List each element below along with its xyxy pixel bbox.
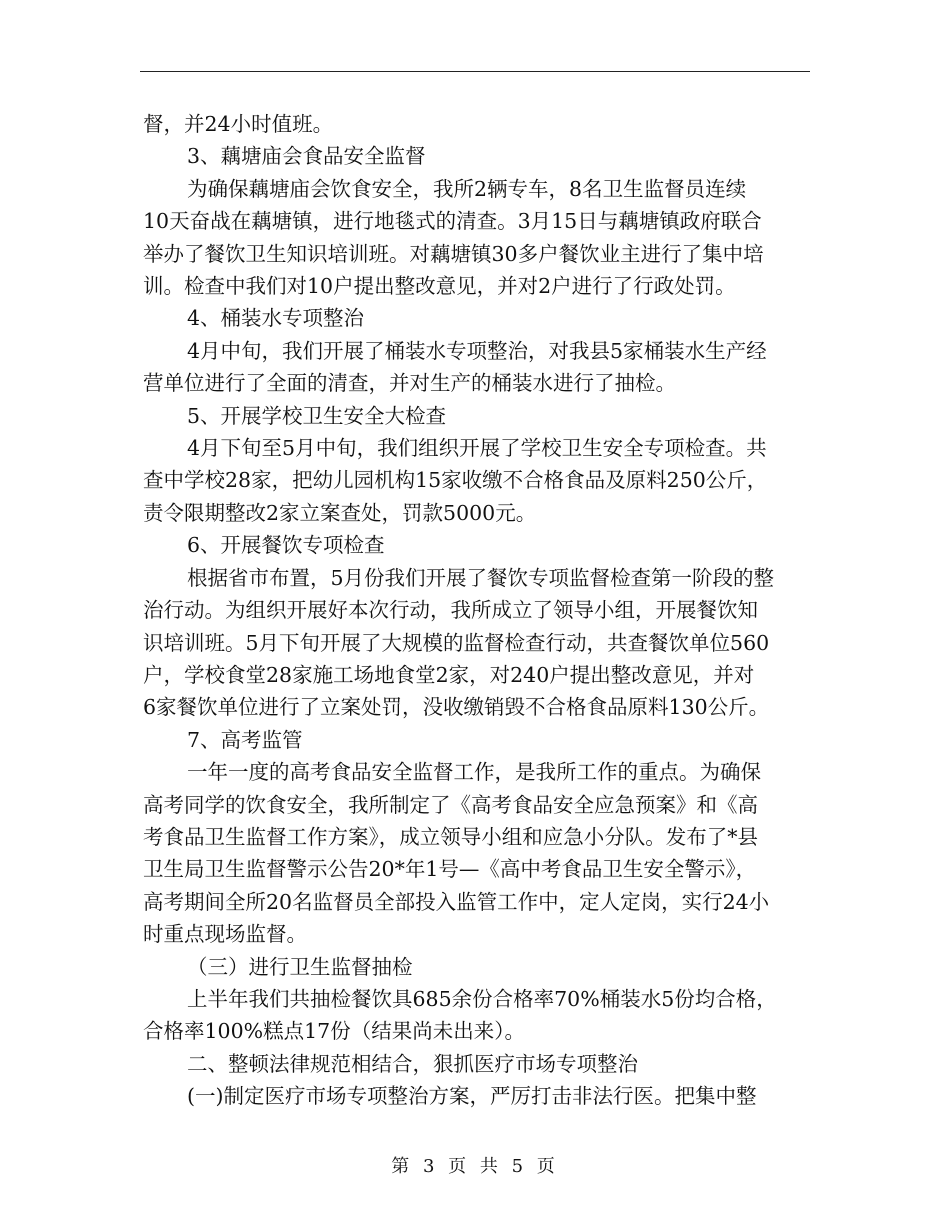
- section-heading: 二、整顿法律规范相结合，狠抓医疗市场专项整治: [187, 1051, 638, 1076]
- paragraph-line: 10天奋战在藕塘镇，进行地毯式的清查。3月15日与藕塘镇政府联合: [143, 209, 762, 234]
- paragraph-line: 举办了餐饮卫生知识培训班。对藕塘镇30多户餐饮业主进行了集中培: [143, 241, 764, 266]
- section-heading: （三）进行卫生监督抽检: [187, 954, 413, 979]
- paragraph-line: 4月下旬至5月中旬，我们组织开展了学校卫生安全专项检查。共: [187, 436, 767, 461]
- paragraph-line: 高考期间全所20名监督员全部投入监管工作中，定人定岗，实行24小: [143, 889, 770, 914]
- paragraph-line: 高考同学的饮食安全，我所制定了《高考食品安全应急预案》和《高: [143, 792, 758, 817]
- document-body: [143, 108, 808, 1113]
- paragraph-line: 上半年我们共抽检餐饮具685余份合格率70%桶装水5份均合格，: [187, 986, 777, 1011]
- paragraph-line: 卫生局卫生监督警示公告20*年1号—《高中考食品卫生安全警示》，: [143, 857, 757, 882]
- paragraph-line: 考食品卫生监督工作方案》，成立领导小组和应急小分队。发布了*县: [143, 824, 758, 849]
- paragraph-line: 根据省市布置，5月份我们开展了餐饮专项监督检查第一阶段的整: [187, 565, 775, 590]
- section-heading: 3、藕塘庙会食品安全监督: [187, 144, 426, 169]
- paragraph-line: 6家餐饮单位进行了立案处罚，没收缴销毁不合格食品原料130公斤。: [143, 695, 770, 720]
- paragraph-line: (一)制定医疗市场专项整治方案，严厉打击非法行医。把集中整: [187, 1084, 757, 1109]
- section-heading: 4、桶装水专项整治: [187, 306, 365, 331]
- paragraph-line: 治行动。为组织开展好本次行动，我所成立了领导小组，开展餐饮知: [143, 598, 758, 623]
- paragraph-line: 一年一度的高考食品安全监督工作，是我所工作的重点。为确保: [187, 760, 761, 785]
- paragraph-line: 训。检查中我们对10户提出整改意见，并对2户进行了行政处罚。: [143, 274, 736, 299]
- section-heading: 5、开展学校卫生安全大检查: [187, 403, 447, 428]
- paragraph-line: 4月中旬，我们开展了桶装水专项整治，对我县5家桶装水生产经: [187, 338, 767, 363]
- paragraph-line: 合格率100%糕点17份（结果尚未出来）。: [143, 1019, 525, 1044]
- paragraph-line: 营单位进行了全面的清查，并对生产的桶装水进行了抽检。: [143, 371, 676, 396]
- header-rule: [140, 71, 810, 72]
- paragraph-line: 查中学校28家，把幼儿园机构15家收缴不合格食品及原料250公斤，: [143, 468, 768, 493]
- paragraph-line: 识培训班。5月下旬开展了大规模的监督检查行动，共查餐饮单位560: [143, 630, 770, 655]
- paragraph-line: 责令限期整改2家立案查处，罚款5000元。: [143, 500, 537, 525]
- section-heading: 7、高考监管: [187, 727, 303, 752]
- paragraph-line: 为确保藕塘庙会饮食安全，我所2辆专车，8名卫生监督员连续: [187, 176, 747, 201]
- page-footer: 第 3 页 共 5 页: [391, 1156, 559, 1177]
- paragraph-line: 户，学校食堂28家施工场地食堂2家，对240户提出整改意见，并对: [143, 662, 755, 687]
- text-line: 督，并24小时值班。: [143, 112, 334, 136]
- section-heading: 6、开展餐饮专项检查: [187, 533, 385, 558]
- paragraph-line: 时重点现场监督。: [143, 922, 307, 947]
